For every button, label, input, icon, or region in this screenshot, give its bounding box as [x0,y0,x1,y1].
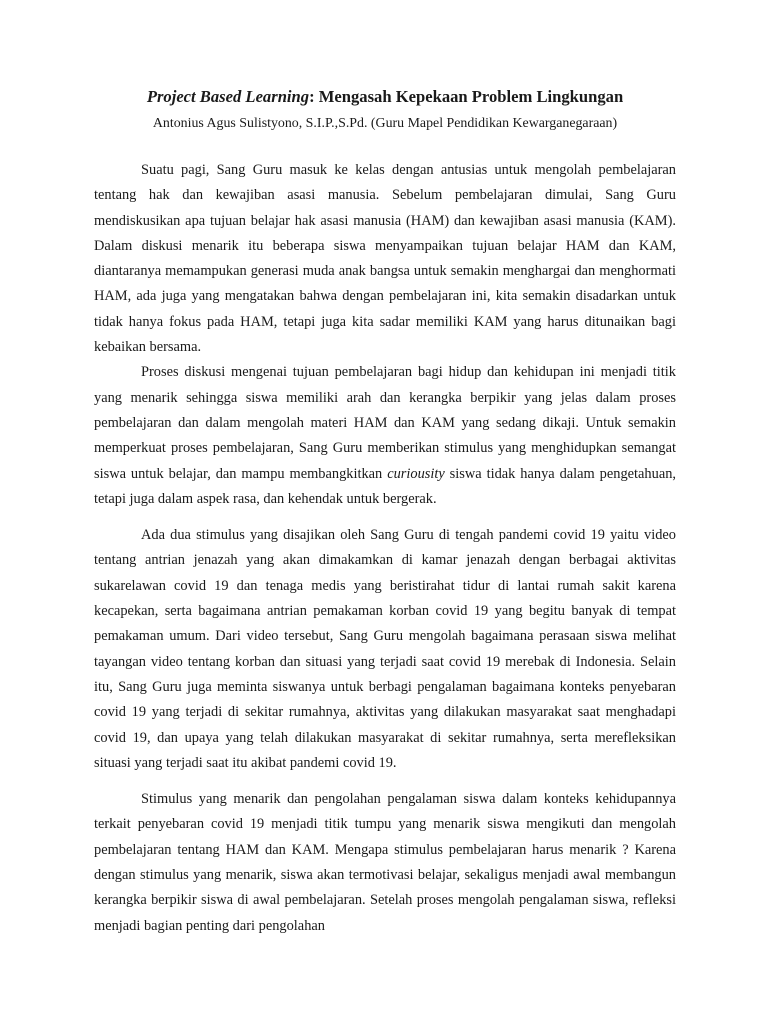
title-main-part: : Mengasah Kepekaan Problem Lingkungan [309,87,624,106]
author-line: Antonius Agus Sulistyono, S.I.P.,S.Pd. (Guru Mapel Pendidikan Kewarganegaraan) [152,116,618,131]
title-italic-part: Project Based Learning [146,87,310,106]
document-title [94,86,676,108]
paragraph-3: Ada dua stimulus yang disajikan oleh Sang Guru di tengah pandemi covid 19 yaitu video tentang antrian jenazah yang akan dimakamkan di kamar jenazah dengan berbagai aktivitas sukarelawan covid 19 dan tenaga medis yang beristirahat tidur di lantai rumah sakit karena kecapekan, serta bagaimana antrian pemakaman korban covid 19 yang begitu banyak di tempat pemakaman umum. Dari video tersebut, Sang Guru mengolah bagaimana perasaan siswa melihat tayangan video tentang korban dan situasi yang terjadi saat covid 19 merebak di Indonesia. Selain itu, Sang Guru juga meminta siswanya untuk berbagi pengalaman bagaimana konteks penyebaran covid 19 yang terjadi di sekitar rumahnya, aktivitas yang dilakukan masyarakat saat menghadapi covid 19, dan upaya yang telah dilakukan masyarakat di sekitar rumahnya, serta merefleksikan situasi yang terjadi saat itu akibat pandemi covid 19. [94,527,676,771]
paragraph-4: Stimulus yang menarik dan pengolahan pengalaman siswa dalam konteks kehidupannya terkait penyebaran covid 19 menjadi titik tumpu yang menarik siswa mengikuti dan mengolah pembelajaran tentang HAM dan KAM. Mengapa stimulus pembelajaran harus menarik ? Karena dengan stimulus yang menarik, siswa akan termotivasi belajar, sekaligus menjadi awal membangun kerangka berpikir siswa di awal pembelajaran. Setelah proses mengolah pengalaman siswa, refleksi menjadi bagian penting dari pengolahan [94,791,676,934]
paragraph-1: Suatu pagi, Sang Guru masuk ke kelas dengan antusias untuk mengolah pembelajaran tentang hak dan kewajiban asasi manusia. Sebelum pembelajaran dimulai, Sang Guru mendiskusikan apa tujuan belajar hak asasi manusia (HAM) dan kewajiban asasi manusia (KAM). Dalam diskusi menarik itu beberapa siswa menyampaikan tujuan belajar HAM dan KAM, diantaranya memampukan generasi muda anak bangsa untuk semakin menghargai dan menghormati HAM, ada juga yang mengatakan bahwa dengan pembelajaran ini, kita semakin disadarkan untuk tidak hanya fokus pada HAM, tetapi juga kita sadar memiliki KAM yang harus ditunaikan bagi kebaikan bersama. [94,162,676,356]
paragraph-2-text-before: Proses diskusi mengenai tujuan pembelajaran bagi hidup dan kehidupan ini menjadi titik yang menarik sehingga siswa memiliki arah dan kerangka berpikir yang jelas dalam proses pembelajaran dan dalam mengolah materi HAM dan KAM yang sedang dikaji. Untuk semakin memperkuat proses pembelajaran, Sang Guru memberikan stimulus yang menghidupkan semangat siswa untuk belajar, dan mampu membangkitkan [94,364,676,482]
paragraph-2-italic-term: curiousity [387,465,445,482]
paragraph-2 [94,360,676,512]
document-page [94,86,676,939]
paragraph-2-text-after: siswa tidak hanya dalam pengetahuan, tetapi juga dalam aspek rasa, dan kehendak untuk bergerak. [94,465,676,507]
